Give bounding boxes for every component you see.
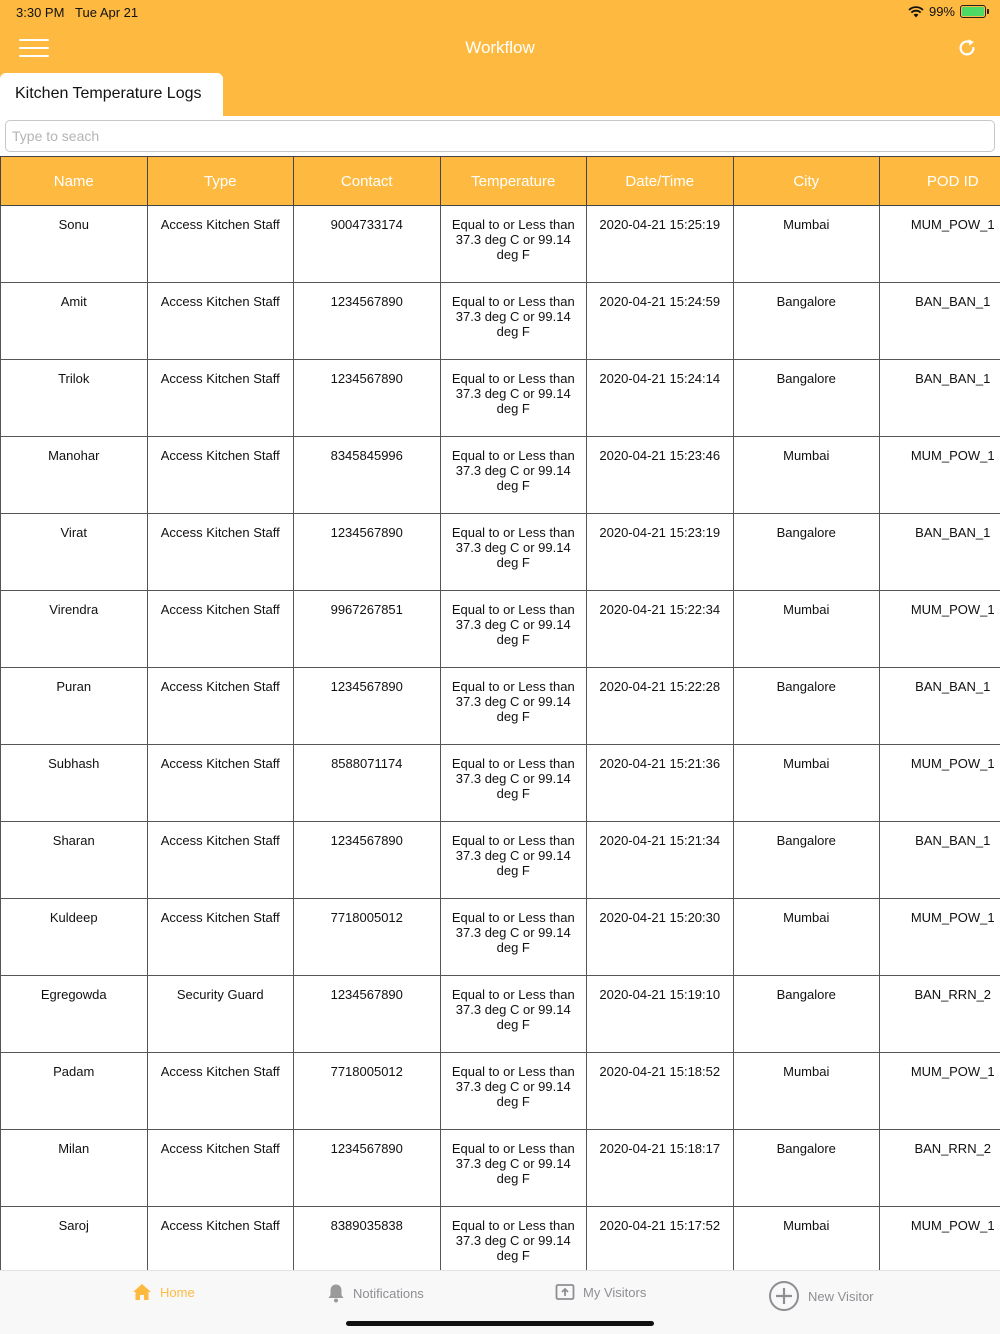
table-row[interactable] [1,283,1000,360]
cell-type: Security Guard [147,976,294,1053]
logs-table-container[interactable] [0,156,1000,1270]
tab-home[interactable] [132,1283,195,1301]
cell-temperature: Equal to or Less than 37.3 deg C or 99.14 deg F [440,514,587,591]
column-header-contact: Contact [294,157,441,206]
cell-name: Saroj [1,1207,148,1271]
logs-table [0,156,1000,1270]
table-row[interactable] [1,360,1000,437]
cell-pod-id: MUM_POW_1 [880,437,1000,514]
table-row[interactable] [1,1207,1000,1271]
search-input[interactable] [5,120,995,152]
cell-pod-id: BAN_RRN_2 [880,976,1000,1053]
cell-name: Manohar [1,437,148,514]
cell-type: Access Kitchen Staff [147,745,294,822]
cell-name: Virat [1,514,148,591]
tab-home-label: Home [160,1284,195,1300]
table-row[interactable] [1,668,1000,745]
cell-temperature: Equal to or Less than 37.3 deg C or 99.14 deg F [440,899,587,976]
cell-contact: 1234567890 [294,514,441,591]
cell-datetime: 2020-04-21 15:25:19 [587,206,734,283]
tab-label: Kitchen Temperature Logs [15,85,202,102]
cell-contact: 1234567890 [294,360,441,437]
cell-city: Mumbai [733,899,880,976]
cell-datetime: 2020-04-21 15:23:19 [587,514,734,591]
cell-pod-id: MUM_POW_1 [880,1053,1000,1130]
table-header-row [1,157,1000,206]
cell-datetime: 2020-04-21 15:23:46 [587,437,734,514]
cell-pod-id: MUM_POW_1 [880,899,1000,976]
cell-datetime: 2020-04-21 15:22:34 [587,591,734,668]
column-header-temperature: Temperature [440,157,587,206]
table-row[interactable] [1,206,1000,283]
cell-name: Padam [1,1053,148,1130]
cell-type: Access Kitchen Staff [147,668,294,745]
cell-type: Access Kitchen Staff [147,283,294,360]
cell-type: Access Kitchen Staff [147,206,294,283]
cell-city: Bangalore [733,822,880,899]
status-time [16,5,138,20]
cell-type: Access Kitchen Staff [147,899,294,976]
tab-new-visitor[interactable] [768,1280,874,1312]
cell-type: Access Kitchen Staff [147,437,294,514]
cell-datetime: 2020-04-21 15:19:10 [587,976,734,1053]
bell-icon [327,1283,345,1303]
cell-type: Access Kitchen Staff [147,822,294,899]
column-header-city: City [733,157,880,206]
tab-my-visitors-label: My Visitors [583,1284,647,1300]
app-header [0,0,1000,116]
status-time-text: 3:30 PM [16,5,65,20]
tab-my-visitors[interactable] [555,1283,646,1301]
cell-temperature: Equal to or Less than 37.3 deg C or 99.14 deg F [440,976,587,1053]
cell-temperature: Equal to or Less than 37.3 deg C or 99.14 deg F [440,437,587,514]
tab-kitchen-temperature-logs[interactable] [0,73,223,116]
cell-type: Access Kitchen Staff [147,514,294,591]
cell-contact: 7718005012 [294,899,441,976]
cell-contact: 1234567890 [294,822,441,899]
cell-pod-id: MUM_POW_1 [880,745,1000,822]
wifi-icon [908,6,924,18]
cell-type: Access Kitchen Staff [147,591,294,668]
cell-temperature: Equal to or Less than 37.3 deg C or 99.14 deg F [440,360,587,437]
plus-circle-icon [768,1280,800,1312]
cell-datetime: 2020-04-21 15:24:14 [587,360,734,437]
cell-contact: 9004733174 [294,206,441,283]
cell-name: Sharan [1,822,148,899]
cell-type: Access Kitchen Staff [147,1130,294,1207]
cell-city: Mumbai [733,206,880,283]
cell-datetime: 2020-04-21 15:17:52 [587,1207,734,1271]
cell-name: Subhash [1,745,148,822]
refresh-icon[interactable] [956,37,978,59]
cell-city: Bangalore [733,976,880,1053]
cell-name: Virendra [1,591,148,668]
cell-pod-id: BAN_BAN_1 [880,668,1000,745]
cell-contact: 9967267851 [294,591,441,668]
tab-notifications-label: Notifications [353,1285,424,1301]
cell-city: Bangalore [733,668,880,745]
cell-name: Sonu [1,206,148,283]
hamburger-menu-icon[interactable] [19,39,49,57]
home-indicator[interactable] [346,1321,654,1326]
visitors-icon [555,1283,575,1301]
cell-datetime: 2020-04-21 15:24:59 [587,283,734,360]
cell-temperature: Equal to or Less than 37.3 deg C or 99.14 deg F [440,668,587,745]
table-row[interactable] [1,1130,1000,1207]
tab-new-visitor-label: New Visitor [808,1288,874,1304]
cell-contact: 1234567890 [294,668,441,745]
cell-pod-id: MUM_POW_1 [880,206,1000,283]
cell-pod-id: BAN_BAN_1 [880,283,1000,360]
cell-datetime: 2020-04-21 15:20:30 [587,899,734,976]
column-header-type: Type [147,157,294,206]
table-row[interactable] [1,745,1000,822]
home-icon [132,1283,152,1301]
cell-datetime: 2020-04-21 15:21:36 [587,745,734,822]
cell-pod-id: MUM_POW_1 [880,591,1000,668]
cell-name: Amit [1,283,148,360]
table-row[interactable] [1,899,1000,976]
cell-name: Puran [1,668,148,745]
table-row[interactable] [1,822,1000,899]
cell-city: Mumbai [733,437,880,514]
cell-city: Bangalore [733,1130,880,1207]
column-header-datetime: Date/Time [587,157,734,206]
page-title: Workflow [465,38,535,57]
cell-temperature: Equal to or Less than 37.3 deg C or 99.14 deg F [440,822,587,899]
cell-contact: 8588071174 [294,745,441,822]
cell-temperature: Equal to or Less than 37.3 deg C or 99.14 deg F [440,591,587,668]
battery-percent: 99% [928,4,955,19]
cell-city: Bangalore [733,360,880,437]
table-row[interactable] [1,437,1000,514]
tab-notifications[interactable] [327,1283,424,1303]
cell-city: Bangalore [733,514,880,591]
table-row[interactable] [1,591,1000,668]
cell-contact: 7718005012 [294,1053,441,1130]
column-header-name: Name [1,157,148,206]
status-indicators [908,4,986,19]
status-date-text: Tue Apr 21 [75,5,139,20]
cell-pod-id: BAN_BAN_1 [880,514,1000,591]
cell-contact: 8389035838 [294,1207,441,1271]
cell-contact: 1234567890 [294,976,441,1053]
cell-type: Access Kitchen Staff [147,1207,294,1271]
cell-type: Access Kitchen Staff [147,360,294,437]
cell-name: Egregowda [1,976,148,1053]
cell-pod-id: BAN_BAN_1 [880,360,1000,437]
cell-temperature: Equal to or Less than 37.3 deg C or 99.14 deg F [440,206,587,283]
battery-icon [960,5,986,18]
cell-datetime: 2020-04-21 15:22:28 [587,668,734,745]
cell-temperature: Equal to or Less than 37.3 deg C or 99.14 deg F [440,1207,587,1271]
cell-type: Access Kitchen Staff [147,1053,294,1130]
cell-name: Trilok [1,360,148,437]
cell-city: Mumbai [733,1053,880,1130]
table-row[interactable] [1,514,1000,591]
cell-datetime: 2020-04-21 15:18:17 [587,1130,734,1207]
cell-contact: 8345845996 [294,437,441,514]
cell-name: Milan [1,1130,148,1207]
table-row[interactable] [1,1053,1000,1130]
cell-pod-id: MUM_POW_1 [880,1207,1000,1271]
table-row[interactable] [1,976,1000,1053]
cell-contact: 1234567890 [294,283,441,360]
cell-name: Kuldeep [1,899,148,976]
cell-contact: 1234567890 [294,1130,441,1207]
cell-temperature: Equal to or Less than 37.3 deg C or 99.14 deg F [440,1130,587,1207]
cell-temperature: Equal to or Less than 37.3 deg C or 99.14 deg F [440,1053,587,1130]
cell-city: Mumbai [733,591,880,668]
cell-city: Bangalore [733,283,880,360]
cell-temperature: Equal to or Less than 37.3 deg C or 99.14 deg F [440,745,587,822]
cell-temperature: Equal to or Less than 37.3 deg C or 99.14 deg F [440,283,587,360]
cell-datetime: 2020-04-21 15:18:52 [587,1053,734,1130]
cell-city: Mumbai [733,1207,880,1271]
column-header-pod-id: POD ID [880,157,1000,206]
cell-datetime: 2020-04-21 15:21:34 [587,822,734,899]
cell-city: Mumbai [733,745,880,822]
cell-pod-id: BAN_RRN_2 [880,1130,1000,1207]
cell-pod-id: BAN_BAN_1 [880,822,1000,899]
